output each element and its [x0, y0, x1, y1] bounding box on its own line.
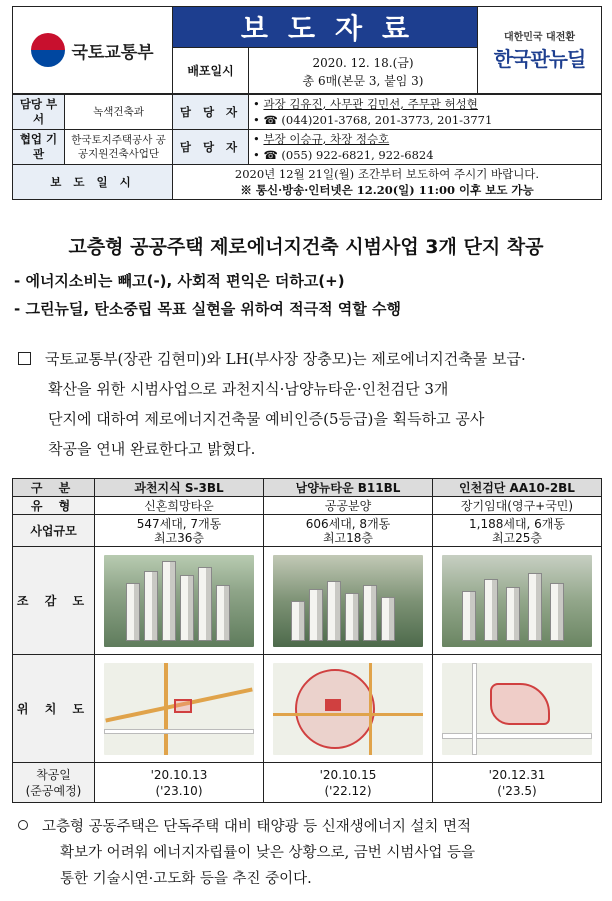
main-paragraph — [18, 344, 602, 464]
subheadline-1: - 에너지소비는 빼고(-), 사회적 편익은 더하고(+) — [14, 272, 345, 290]
checkbox-bullet-icon — [18, 352, 31, 365]
table-header-label: 구 분 — [13, 479, 95, 497]
release-info — [173, 165, 602, 200]
person-names: 과장 김유진, 사무관 김민선, 주무관 허성현 — [263, 97, 478, 111]
row-label-dates: 착공일 (준공예정) — [13, 763, 95, 803]
bottom-line-2: 확보가 어려워 에너지자립률이 낮은 상황으로, 금번 시범사업 등을 — [60, 845, 476, 861]
para-line-4: 착공을 연내 완료한다고 밝혔다. — [48, 440, 256, 458]
location-map-image — [273, 663, 423, 755]
row-label-location: 위 치 도 — [13, 655, 95, 763]
type-cell: 공공분양 — [264, 497, 433, 515]
location-map-cell — [433, 655, 602, 763]
scale-cell: 547세대, 7개동 최고36층 — [95, 515, 264, 547]
para-line-1: 국토교통부(장관 김현미)와 LH(부사장 장충모)는 제로에너지건축물 보급· — [45, 350, 526, 368]
newdeal-name: 한국판뉴딜 — [493, 47, 586, 71]
distribution-date: 2020. 12. 18.(금) — [312, 56, 414, 70]
newdeal-logo — [477, 7, 601, 93]
release-label: 보 도 일 시 — [13, 165, 173, 200]
contact-table — [12, 94, 602, 200]
title-bar — [173, 7, 477, 47]
column-header: 인천검단 AA10-2BL — [433, 479, 602, 497]
aerial-rendering-image — [104, 555, 254, 647]
date-cell: '20.12.31 ('23.5) — [433, 763, 602, 803]
date-cell: '20.10.13 ('23.10) — [95, 763, 264, 803]
headline: 고층형 공공주택 제로에너지건축 시범사업 3개 단지 착공 — [68, 236, 544, 258]
rendering-cell — [95, 547, 264, 655]
coop-dept: 한국토지주택공사 공공지원건축사업단 — [65, 130, 173, 165]
date-cell: '20.10.15 ('22.12) — [264, 763, 433, 803]
rendering-cell — [433, 547, 602, 655]
coop-person-label: 담 당 자 — [173, 130, 249, 165]
bottom-line-3: 통한 기술시연·고도화 등을 추진 중이다. — [60, 871, 312, 887]
aerial-rendering-image — [442, 555, 592, 647]
aerial-rendering-image — [273, 555, 423, 647]
project-table — [12, 478, 602, 803]
type-cell: 신혼희망타운 — [95, 497, 264, 515]
para-line-3: 단지에 대하여 제로에너지건축물 예비인증(5등급)을 획득하고 공사 — [48, 410, 485, 428]
coop-person-phones: ☎ (055) 922-6821, 922-6824 — [263, 148, 434, 162]
distribution-label: 배포일시 — [173, 47, 249, 93]
bottom-paragraph — [18, 814, 604, 892]
row-label-type: 유 형 — [13, 497, 95, 515]
column-header: 과천지식 S-3BL — [95, 479, 264, 497]
release-line-1: 2020년 12월 21일(월) 조간부터 보도하여 주시기 바랍니다. — [234, 167, 540, 181]
scale-cell: 606세대, 8개동 최고18층 — [264, 515, 433, 547]
coop-person-names: 부장 이승규, 차장 정승호 — [263, 132, 390, 146]
circle-bullet-icon — [18, 820, 28, 830]
rendering-cell — [264, 547, 433, 655]
distribution-info — [249, 47, 477, 93]
coop-person-info: • 부장 이승규, 차장 정승호 • ☎ (055) 922-6821, 922-6824 — [249, 130, 602, 165]
location-map-cell — [95, 655, 264, 763]
distribution-pages: 총 6매(본문 3, 붙임 3) — [302, 74, 424, 88]
person-phones: ☎ (044)201-3768, 201-3773, 201-3771 — [263, 113, 493, 127]
subheadline-2: - 그린뉴딜, 탄소중립 목표 실현을 위하여 적극적 역할 수행 — [14, 300, 401, 318]
location-map-image — [442, 663, 592, 755]
location-map-cell — [264, 655, 433, 763]
type-cell: 장기임대(영구+국민) — [433, 497, 602, 515]
ministry-logo — [13, 7, 173, 93]
release-line-2: ※ 통신·방송·인터넷은 12.20(일) 11:00 이후 보도 가능 — [240, 183, 534, 197]
person-info: • 과장 김유진, 사무관 김민선, 주무관 허성현 • ☎ (044)201-3768, 201-3773, 201-3771 — [249, 95, 602, 130]
ministry-name: 국토교통부 — [71, 42, 154, 63]
coop-label: 협업 기관 — [13, 130, 65, 165]
dept-label: 담당 부서 — [13, 95, 65, 130]
document-title: 보도자료 — [240, 12, 430, 45]
press-release-header — [12, 6, 602, 94]
newdeal-tagline: 대한민국 대전환 — [503, 32, 576, 43]
taegeuk-emblem-icon — [31, 33, 65, 67]
scale-cell: 1,188세대, 6개동 최고25층 — [433, 515, 602, 547]
para-line-2: 확산을 위한 시범사업으로 과천지식·남양뉴타운·인천검단 3개 — [48, 380, 449, 398]
row-label-rendering: 조 감 도 — [13, 547, 95, 655]
column-header: 남양뉴타운 B11BL — [264, 479, 433, 497]
row-label-scale: 사업규모 — [13, 515, 95, 547]
person-label: 담 당 자 — [173, 95, 249, 130]
bottom-line-1: 고층형 공동주택은 단독주택 대비 태양광 등 신재생에너지 설치 면적 — [42, 819, 472, 835]
location-map-image — [104, 663, 254, 755]
dept-name: 녹색건축과 — [65, 95, 173, 130]
